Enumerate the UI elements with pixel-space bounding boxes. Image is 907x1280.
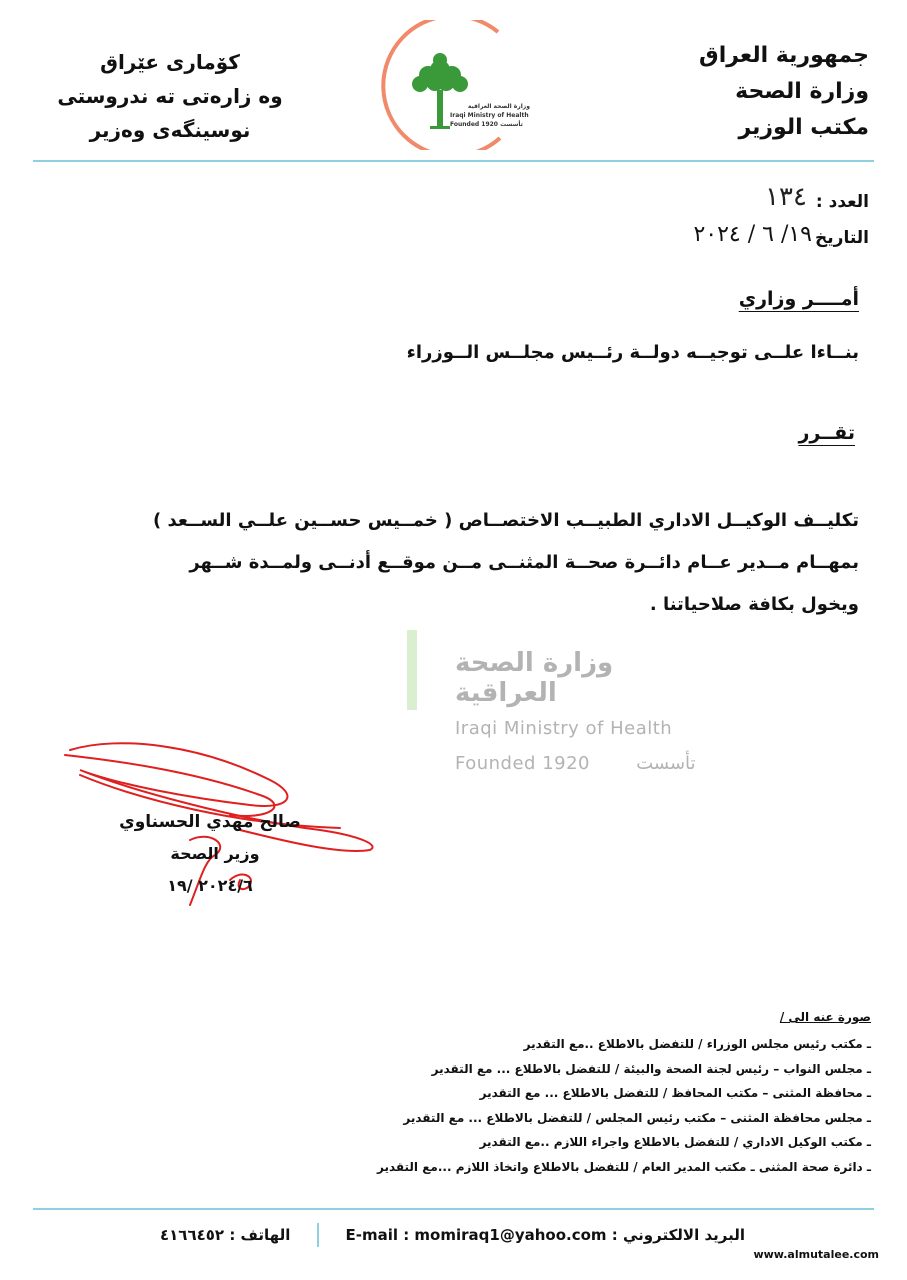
ministry-logo-icon: [380, 20, 520, 150]
date-value: ١٩/ ٦ / ٢٠٢٤: [693, 222, 812, 247]
decision-title: تقــرر: [798, 422, 855, 444]
cc-title: صورة عنه الى /: [779, 1010, 871, 1024]
watermark-stamp: [455, 648, 715, 774]
paragraph-line: بمهــام مــدير عــام دائــرة صحــة المثنــى مــن موقــع أدنــى ولمــدة شــهر: [189, 552, 859, 573]
header-divider: [33, 160, 874, 162]
based-on-line: بنــاءا علــى توجيــه دولــة رئــيس مجلــس الــوزراء: [406, 342, 859, 363]
cc-item: ـ مجلس النواب – رئيس لجنة الصحة والبيئة / للتفضل بالاطلاع ... مع التقدير: [431, 1061, 871, 1076]
header-arabic: [649, 38, 869, 146]
order-title: أمــــر وزاري: [738, 288, 859, 310]
logo-name-ar: وزارة الصحة العراقية: [467, 103, 530, 110]
paragraph-line: ويخول بكافة صلاحياتنا .: [649, 594, 859, 615]
header-kurdish: [50, 45, 290, 147]
cc-item: ـ مجلس محافظة المثنى – مكتب رئيس المجلس / للتفضل بالاطلاع ... مع التقدير: [403, 1110, 871, 1125]
footer-divider: [33, 1208, 874, 1210]
footer-contact: [160, 1222, 745, 1248]
number-value: ١٣٤: [765, 182, 807, 212]
decision-paragraph: [69, 500, 859, 626]
logo-name-en: Iraqi Ministry of Health: [450, 112, 529, 119]
date-label: التاريخ: [815, 228, 869, 248]
footer-separator: [317, 1223, 319, 1247]
website-watermark: www.almutalee.com: [753, 1248, 879, 1261]
watermark-name-ar: وزارة الصحة العراقية: [455, 648, 614, 708]
footer-email[interactable]: البريد الالكتروني : E-mail : momiraq1@yahoo.com: [345, 1226, 745, 1244]
number-label: العدد :: [815, 192, 869, 212]
logo-caption: [450, 102, 530, 129]
logo-founded: Founded 1920: [450, 121, 498, 128]
signer-name: صالح مهدي الحسناوي: [119, 812, 301, 832]
watermark-founded: Founded 1920: [455, 753, 590, 774]
signer-role: وزير الصحة: [170, 844, 260, 863]
watermark-name-en: Iraqi Ministry of Health: [455, 718, 673, 739]
office-name-ar: مكتب الوزير: [738, 115, 869, 140]
signature-date: ٢٠٢٤/٦ /١٩: [167, 876, 253, 895]
cc-item: ـ دائرة صحة المثنى ـ مكتب المدير العام / للتفضل بالاطلاع واتخاذ اللازم ...مع التقدير: [376, 1159, 871, 1174]
ministry-name-ar: وزارة الصحة: [735, 79, 869, 104]
office-name-ku: نوسینگەی وەزیر: [89, 118, 251, 142]
cc-item: ـ مكتب رئيس مجلس الوزراء / للتفضل بالاطلاع ..مع التقدير: [523, 1037, 871, 1051]
cc-list: [311, 1032, 871, 1179]
footer-phone: الهاتف : ٤١٦٦٤٥٢: [160, 1226, 291, 1244]
watermark-bar-icon: [405, 630, 419, 710]
cc-item: ـ مكتب الوكيل الاداري / للتفضل بالاطلاع واجراء اللازم ..مع التقدير: [479, 1135, 871, 1149]
logo-founded-ar: تأسست: [500, 121, 523, 128]
watermark-founded-ar: تأسست: [636, 753, 696, 774]
ministry-name-ku: وه زارەتی ته ندروستی: [57, 84, 283, 108]
cc-item: ـ محافظة المثنى – مكتب المحافظ / للتفضل بالاطلاع ... مع التقدير: [479, 1086, 871, 1100]
country-name-ku: کۆماری عێراق: [100, 50, 240, 74]
paragraph-line: تكليــف الوكيــل الاداري الطبيــب الاختصــاص ( خمــيس حســين علــي الســعد ): [153, 510, 859, 531]
country-name-ar: جمهورية العراق: [699, 43, 869, 68]
